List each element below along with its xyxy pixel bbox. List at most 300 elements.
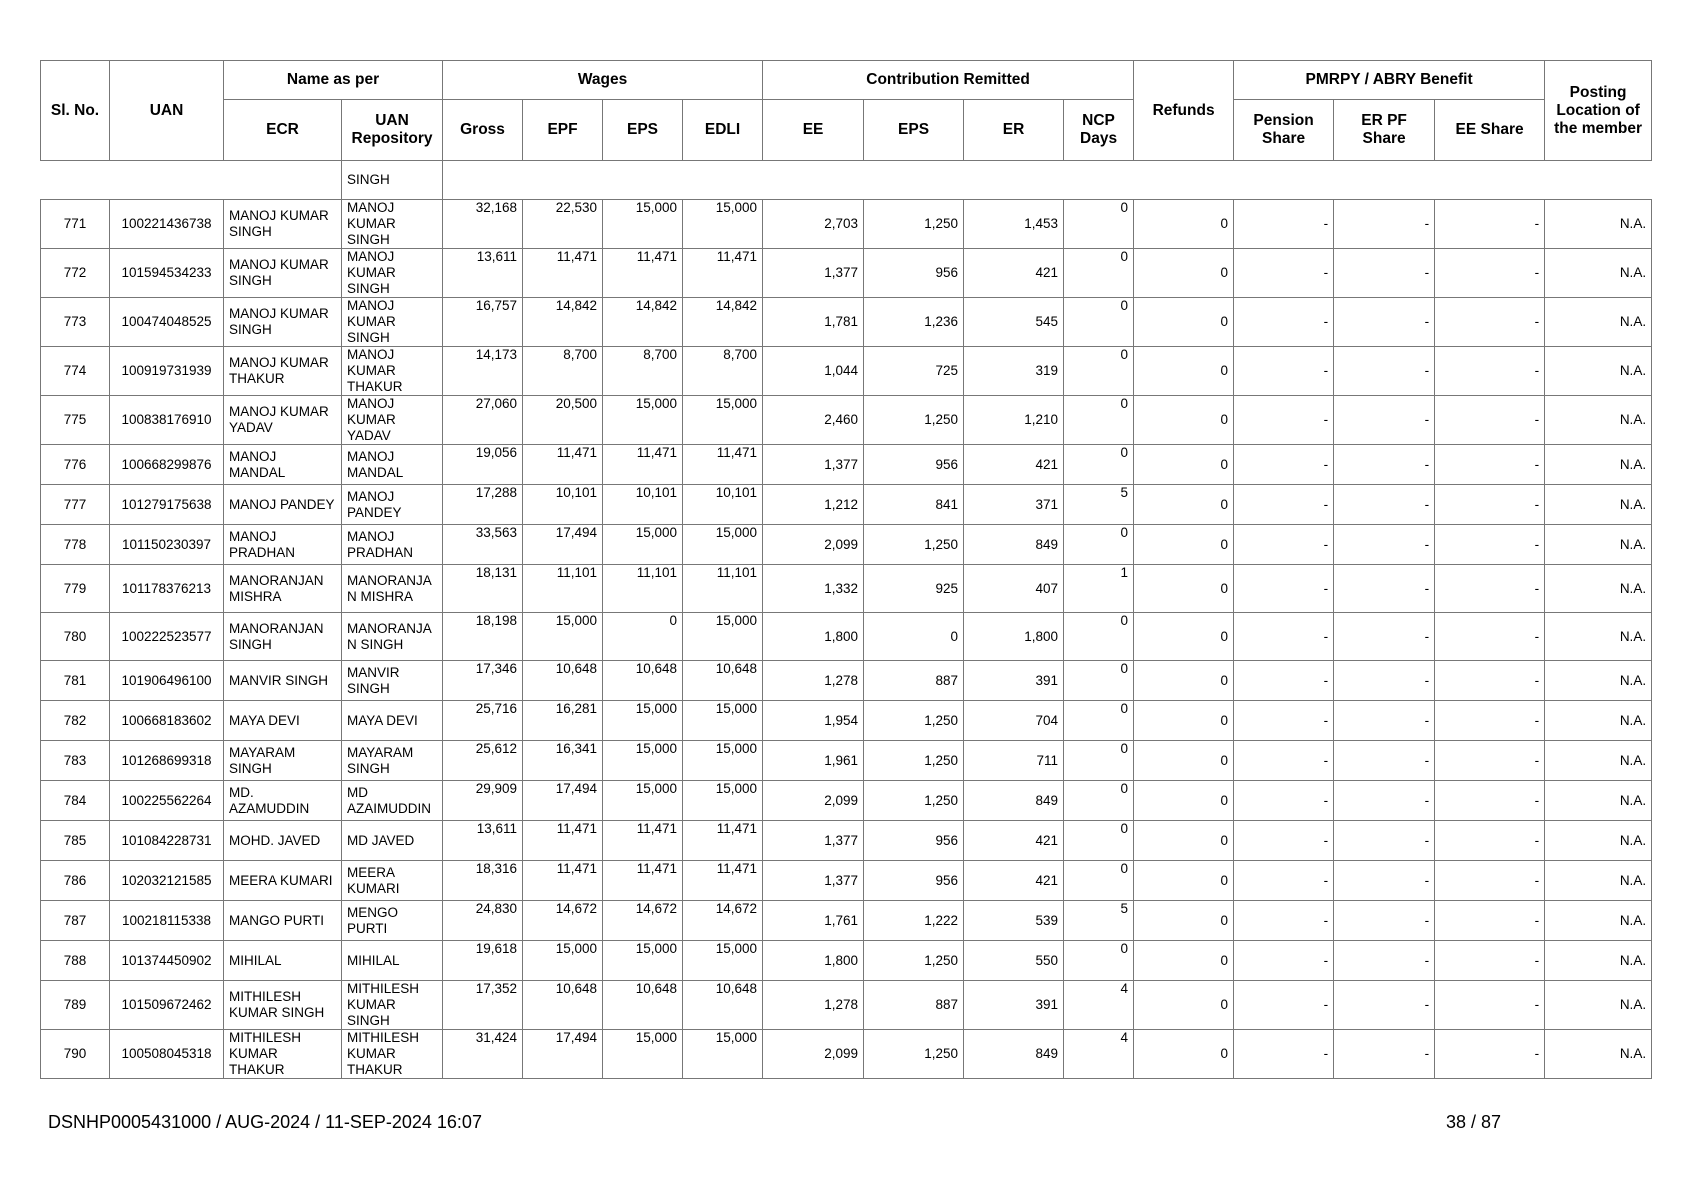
header-sl-no: Sl. No.: [41, 61, 110, 161]
cell-ee: 1,954: [763, 701, 864, 741]
cell-pension-share: -: [1234, 525, 1334, 565]
cell-ecr-name: MIHILAL: [224, 941, 342, 981]
header-uan-repository: UAN Repository: [342, 100, 443, 161]
header-pmrpy-abry: PMRPY / ABRY Benefit: [1234, 61, 1545, 100]
cell-pension-share: -: [1234, 298, 1334, 347]
cell-repository-name: MITHILESH KUMAR THAKUR: [342, 1030, 443, 1079]
cell-sl-no: 787: [41, 901, 110, 941]
cell-ncp-days: 5: [1064, 901, 1134, 941]
cell-ecr-name: MITHILESH KUMAR THAKUR: [224, 1030, 342, 1079]
cell-ncp-days: 1: [1064, 565, 1134, 613]
cell-er: 421: [964, 821, 1064, 861]
cell-er: 849: [964, 781, 1064, 821]
cell-ee-share: -: [1435, 821, 1545, 861]
cell-er-pf-share: -: [1334, 861, 1435, 901]
cell-pension-share: -: [1234, 661, 1334, 701]
cell-posting-location: N.A.: [1545, 861, 1652, 901]
cell-edli: 14,842: [683, 298, 763, 347]
cell-eps: 15,000: [603, 200, 683, 249]
cell-contribution-eps: 1,250: [864, 941, 964, 981]
cell-epf: 20,500: [523, 396, 603, 445]
cell-ee: 1,377: [763, 861, 864, 901]
cell-ncp-days: 0: [1064, 396, 1134, 445]
cell-ecr-name: MAYA DEVI: [224, 701, 342, 741]
cell-ecr-name: MANOJ KUMAR YADAV: [224, 396, 342, 445]
cell-contribution-eps: 925: [864, 565, 964, 613]
cell-ee: 2,099: [763, 1030, 864, 1079]
cell-uan: 100474048525: [110, 298, 224, 347]
cell-epf: 11,471: [523, 861, 603, 901]
cell-er: 421: [964, 445, 1064, 485]
cell-er-pf-share: -: [1334, 981, 1435, 1030]
cell-contribution-eps: 956: [864, 821, 964, 861]
cell-gross: 18,198: [443, 613, 523, 661]
cell-ncp-days: 5: [1064, 485, 1134, 525]
cell-edli: 15,000: [683, 741, 763, 781]
cell-pension-share: -: [1234, 1030, 1334, 1079]
cell-posting-location: N.A.: [1545, 565, 1652, 613]
cell-er-pf-share: -: [1334, 821, 1435, 861]
header-eps: EPS: [603, 100, 683, 161]
cell-ecr-name: MANORANJAN SINGH: [224, 613, 342, 661]
cell-er: 849: [964, 525, 1064, 565]
cell-er: 704: [964, 701, 1064, 741]
cell-repository-name: MANOJ MANDAL: [342, 445, 443, 485]
cell-er-pf-share: -: [1334, 525, 1435, 565]
cell-refunds: 0: [1134, 396, 1234, 445]
cell-ecr-name: MANOJ PRADHAN: [224, 525, 342, 565]
continued-row-group: [41, 161, 1652, 200]
header-name-as-per: Name as per: [224, 61, 443, 100]
cell-ecr-name: MAYARAM SINGH: [224, 741, 342, 781]
cell-edli: 15,000: [683, 525, 763, 565]
cell-refunds: 0: [1134, 445, 1234, 485]
table-row: [41, 485, 1652, 525]
table-row: [41, 396, 1652, 445]
cell-epf: 15,000: [523, 613, 603, 661]
cell-er: 711: [964, 741, 1064, 781]
cell-uan: 101374450902: [110, 941, 224, 981]
header-gross: Gross: [443, 100, 523, 161]
cell-eps: 0: [603, 613, 683, 661]
cell-eps: 15,000: [603, 741, 683, 781]
continued-row: [41, 161, 1652, 200]
header-pension-share: Pension Share: [1234, 100, 1334, 161]
cell-ee-share: -: [1435, 249, 1545, 298]
cell-ncp-days: 0: [1064, 445, 1134, 485]
cell-refunds: 0: [1134, 565, 1234, 613]
cell-epf: 11,471: [523, 445, 603, 485]
cell-pension-share: -: [1234, 445, 1334, 485]
cell-epf: 17,494: [523, 525, 603, 565]
cell-refunds: 0: [1134, 941, 1234, 981]
cell-refunds: 0: [1134, 901, 1234, 941]
cell-ncp-days: 0: [1064, 613, 1134, 661]
cell-edli: 15,000: [683, 200, 763, 249]
cell-gross: 25,612: [443, 741, 523, 781]
cell-pension-share: -: [1234, 781, 1334, 821]
cell-gross: 18,316: [443, 861, 523, 901]
cell-posting-location: N.A.: [1545, 1030, 1652, 1079]
table-body: [41, 200, 1652, 1079]
cell-posting-location: N.A.: [1545, 981, 1652, 1030]
cell-er: 1,800: [964, 613, 1064, 661]
cell-refunds: 0: [1134, 525, 1234, 565]
cell-er: 407: [964, 565, 1064, 613]
cell-repository-name: MITHILESH KUMAR SINGH: [342, 981, 443, 1030]
cell-ee-share: -: [1435, 200, 1545, 249]
cell-contribution-eps: 1,250: [864, 200, 964, 249]
cell-er-pf-share: -: [1334, 485, 1435, 525]
cell-gross: 24,830: [443, 901, 523, 941]
header-contribution-eps: EPS: [864, 100, 964, 161]
cell-eps: 11,471: [603, 821, 683, 861]
table-header: [41, 61, 1652, 161]
cell-uan: 100838176910: [110, 396, 224, 445]
cell-epf: 14,842: [523, 298, 603, 347]
header-edli: EDLI: [683, 100, 763, 161]
cell-eps: 11,471: [603, 445, 683, 485]
cell-refunds: 0: [1134, 741, 1234, 781]
cell-er-pf-share: -: [1334, 298, 1435, 347]
cell-edli: 10,101: [683, 485, 763, 525]
footer-page-number: 38 / 87: [1446, 1112, 1502, 1132]
cell-contribution-eps: 1,250: [864, 1030, 964, 1079]
cell-eps: 10,101: [603, 485, 683, 525]
cell-ecr-name: MANOJ KUMAR SINGH: [224, 249, 342, 298]
cell-er: 849: [964, 1030, 1064, 1079]
cell-posting-location: N.A.: [1545, 781, 1652, 821]
cell-sl-no: 786: [41, 861, 110, 901]
cell-sl-no: 781: [41, 661, 110, 701]
cell-ncp-days: 0: [1064, 249, 1134, 298]
cell-ncp-days: 0: [1064, 298, 1134, 347]
cell-sl-no: 771: [41, 200, 110, 249]
cell-posting-location: N.A.: [1545, 741, 1652, 781]
cell-repository-name: MANVIR SINGH: [342, 661, 443, 701]
footer-document-reference: DSNHP0005431000 / AUG-2024 / 11-SEP-2024 16:07: [48, 1112, 482, 1132]
continued-repository-name: SINGH: [342, 161, 443, 200]
cell-ee: 2,460: [763, 396, 864, 445]
cell-posting-location: N.A.: [1545, 396, 1652, 445]
cell-ncp-days: 0: [1064, 701, 1134, 741]
cell-sl-no: 772: [41, 249, 110, 298]
cell-ncp-days: 0: [1064, 661, 1134, 701]
cell-ncp-days: 0: [1064, 821, 1134, 861]
cell-ee: 1,212: [763, 485, 864, 525]
cell-eps: 15,000: [603, 1030, 683, 1079]
ecr-contribution-table: [40, 60, 1652, 1079]
cell-ee: 1,044: [763, 347, 864, 396]
header-posting-location: Posting Location of the member: [1545, 61, 1652, 161]
table-row: [41, 613, 1652, 661]
cell-refunds: 0: [1134, 249, 1234, 298]
table-row: [41, 901, 1652, 941]
cell-edli: 15,000: [683, 781, 763, 821]
cell-sl-no: 779: [41, 565, 110, 613]
cell-refunds: 0: [1134, 781, 1234, 821]
cell-refunds: 0: [1134, 1030, 1234, 1079]
cell-ee-share: -: [1435, 396, 1545, 445]
cell-ee-share: -: [1435, 565, 1545, 613]
cell-ee-share: -: [1435, 981, 1545, 1030]
cell-contribution-eps: 887: [864, 661, 964, 701]
cell-sl-no: 774: [41, 347, 110, 396]
cell-ee: 1,377: [763, 445, 864, 485]
cell-pension-share: -: [1234, 941, 1334, 981]
cell-refunds: 0: [1134, 298, 1234, 347]
cell-ee-share: -: [1435, 1030, 1545, 1079]
cell-repository-name: MANORANJA N SINGH: [342, 613, 443, 661]
cell-ee: 1,278: [763, 981, 864, 1030]
cell-posting-location: N.A.: [1545, 525, 1652, 565]
cell-gross: 17,346: [443, 661, 523, 701]
cell-epf: 15,000: [523, 941, 603, 981]
cell-eps: 14,842: [603, 298, 683, 347]
cell-sl-no: 776: [41, 445, 110, 485]
cell-er: 371: [964, 485, 1064, 525]
cell-ncp-days: 4: [1064, 981, 1134, 1030]
cell-ncp-days: 4: [1064, 1030, 1134, 1079]
cell-repository-name: MANOJ KUMAR YADAV: [342, 396, 443, 445]
cell-ee: 1,800: [763, 941, 864, 981]
cell-posting-location: N.A.: [1545, 661, 1652, 701]
cell-eps: 11,471: [603, 861, 683, 901]
cell-eps: 15,000: [603, 396, 683, 445]
cell-ecr-name: MANOJ KUMAR SINGH: [224, 200, 342, 249]
cell-epf: 16,281: [523, 701, 603, 741]
cell-ee-share: -: [1435, 347, 1545, 396]
cell-eps: 8,700: [603, 347, 683, 396]
cell-edli: 15,000: [683, 941, 763, 981]
cell-ncp-days: 0: [1064, 347, 1134, 396]
cell-edli: 11,471: [683, 445, 763, 485]
cell-eps: 15,000: [603, 941, 683, 981]
cell-gross: 31,424: [443, 1030, 523, 1079]
cell-repository-name: MD JAVED: [342, 821, 443, 861]
cell-repository-name: MANOJ KUMAR SINGH: [342, 200, 443, 249]
cell-uan: 100218115338: [110, 901, 224, 941]
cell-contribution-eps: 1,250: [864, 701, 964, 741]
cell-ecr-name: MD. AZAMUDDIN: [224, 781, 342, 821]
cell-er-pf-share: -: [1334, 781, 1435, 821]
cell-gross: 29,909: [443, 781, 523, 821]
cell-uan: 101279175638: [110, 485, 224, 525]
header-wages: Wages: [443, 61, 763, 100]
cell-edli: 8,700: [683, 347, 763, 396]
cell-ncp-days: 0: [1064, 861, 1134, 901]
cell-sl-no: 788: [41, 941, 110, 981]
cell-ecr-name: MITHILESH KUMAR SINGH: [224, 981, 342, 1030]
cell-eps: 11,471: [603, 249, 683, 298]
cell-eps: 15,000: [603, 701, 683, 741]
cell-ee: 2,099: [763, 781, 864, 821]
cell-posting-location: N.A.: [1545, 347, 1652, 396]
cell-pension-share: -: [1234, 981, 1334, 1030]
cell-epf: 10,648: [523, 981, 603, 1030]
cell-ee-share: -: [1435, 781, 1545, 821]
cell-refunds: 0: [1134, 613, 1234, 661]
cell-er-pf-share: -: [1334, 741, 1435, 781]
cell-er-pf-share: -: [1334, 200, 1435, 249]
cell-ecr-name: MANVIR SINGH: [224, 661, 342, 701]
cell-uan: 100222523577: [110, 613, 224, 661]
cell-ee-share: -: [1435, 741, 1545, 781]
cell-ncp-days: 0: [1064, 525, 1134, 565]
cell-er: 421: [964, 861, 1064, 901]
cell-posting-location: N.A.: [1545, 701, 1652, 741]
cell-uan: 101509672462: [110, 981, 224, 1030]
cell-contribution-eps: 956: [864, 861, 964, 901]
cell-edli: 15,000: [683, 1030, 763, 1079]
header-er: ER: [964, 100, 1064, 161]
cell-ee-share: -: [1435, 941, 1545, 981]
cell-gross: 18,131: [443, 565, 523, 613]
cell-ee: 1,377: [763, 249, 864, 298]
cell-uan: 100508045318: [110, 1030, 224, 1079]
cell-eps: 14,672: [603, 901, 683, 941]
cell-sl-no: 778: [41, 525, 110, 565]
cell-eps: 10,648: [603, 981, 683, 1030]
cell-edli: 15,000: [683, 613, 763, 661]
cell-ecr-name: MANOJ KUMAR THAKUR: [224, 347, 342, 396]
cell-repository-name: MANOJ PANDEY: [342, 485, 443, 525]
cell-edli: 11,471: [683, 861, 763, 901]
cell-ee-share: -: [1435, 701, 1545, 741]
cell-gross: 32,168: [443, 200, 523, 249]
cell-pension-share: -: [1234, 741, 1334, 781]
cell-contribution-eps: 1,236: [864, 298, 964, 347]
cell-uan: 100668183602: [110, 701, 224, 741]
cell-refunds: 0: [1134, 200, 1234, 249]
table-row: [41, 661, 1652, 701]
cell-er-pf-share: -: [1334, 701, 1435, 741]
cell-posting-location: N.A.: [1545, 821, 1652, 861]
cell-uan: 101084228731: [110, 821, 224, 861]
cell-sl-no: 789: [41, 981, 110, 1030]
cell-edli: 15,000: [683, 701, 763, 741]
cell-posting-location: N.A.: [1545, 941, 1652, 981]
cell-epf: 17,494: [523, 1030, 603, 1079]
cell-ecr-name: MANOJ KUMAR SINGH: [224, 298, 342, 347]
cell-uan: 100221436738: [110, 200, 224, 249]
cell-gross: 27,060: [443, 396, 523, 445]
cell-contribution-eps: 956: [864, 249, 964, 298]
cell-er: 421: [964, 249, 1064, 298]
cell-pension-share: -: [1234, 396, 1334, 445]
cell-posting-location: N.A.: [1545, 485, 1652, 525]
cell-pension-share: -: [1234, 347, 1334, 396]
cell-sl-no: 785: [41, 821, 110, 861]
cell-epf: 14,672: [523, 901, 603, 941]
table-row: [41, 298, 1652, 347]
cell-contribution-eps: 1,250: [864, 781, 964, 821]
cell-edli: 14,672: [683, 901, 763, 941]
cell-repository-name: MAYARAM SINGH: [342, 741, 443, 781]
cell-refunds: 0: [1134, 821, 1234, 861]
cell-repository-name: MD AZAIMUDDIN: [342, 781, 443, 821]
cell-contribution-eps: 725: [864, 347, 964, 396]
cell-sl-no: 780: [41, 613, 110, 661]
cell-ee-share: -: [1435, 298, 1545, 347]
cell-uan: 101594534233: [110, 249, 224, 298]
cell-uan: 100919731939: [110, 347, 224, 396]
cell-pension-share: -: [1234, 249, 1334, 298]
cell-pension-share: -: [1234, 821, 1334, 861]
cell-er-pf-share: -: [1334, 613, 1435, 661]
cell-refunds: 0: [1134, 661, 1234, 701]
cell-er-pf-share: -: [1334, 1030, 1435, 1079]
cell-ee-share: -: [1435, 901, 1545, 941]
cell-er: 1,453: [964, 200, 1064, 249]
cell-er-pf-share: -: [1334, 249, 1435, 298]
cell-eps: 11,101: [603, 565, 683, 613]
cell-pension-share: -: [1234, 613, 1334, 661]
cell-eps: 10,648: [603, 661, 683, 701]
cell-contribution-eps: 887: [864, 981, 964, 1030]
cell-er-pf-share: -: [1334, 396, 1435, 445]
cell-epf: 11,101: [523, 565, 603, 613]
cell-repository-name: MEERA KUMARI: [342, 861, 443, 901]
cell-er-pf-share: -: [1334, 565, 1435, 613]
cell-posting-location: N.A.: [1545, 613, 1652, 661]
cell-ee-share: -: [1435, 485, 1545, 525]
cell-edli: 11,471: [683, 821, 763, 861]
table-row: [41, 741, 1652, 781]
cell-ecr-name: MANGO PURTI: [224, 901, 342, 941]
header-contribution-remitted: Contribution Remitted: [763, 61, 1134, 100]
header-er-pf-share: ER PF Share: [1334, 100, 1435, 161]
cell-er-pf-share: -: [1334, 941, 1435, 981]
cell-refunds: 0: [1134, 485, 1234, 525]
cell-gross: 14,173: [443, 347, 523, 396]
cell-ee-share: -: [1435, 613, 1545, 661]
header-uan: UAN: [110, 61, 224, 161]
cell-sl-no: 773: [41, 298, 110, 347]
cell-pension-share: -: [1234, 901, 1334, 941]
cell-ee: 1,278: [763, 661, 864, 701]
cell-ee: 2,099: [763, 525, 864, 565]
cell-sl-no: 790: [41, 1030, 110, 1079]
cell-epf: 8,700: [523, 347, 603, 396]
header-ecr: ECR: [224, 100, 342, 161]
cell-gross: 17,352: [443, 981, 523, 1030]
cell-contribution-eps: 1,222: [864, 901, 964, 941]
cell-edli: 15,000: [683, 396, 763, 445]
cell-gross: 13,611: [443, 249, 523, 298]
cell-epf: 11,471: [523, 249, 603, 298]
header-ee-share: EE Share: [1435, 100, 1545, 161]
cell-ee-share: -: [1435, 525, 1545, 565]
cell-gross: 19,618: [443, 941, 523, 981]
cell-contribution-eps: 1,250: [864, 525, 964, 565]
table-row: [41, 249, 1652, 298]
table-row: [41, 565, 1652, 613]
cell-sl-no: 784: [41, 781, 110, 821]
cell-ee: 1,800: [763, 613, 864, 661]
cell-ee: 1,332: [763, 565, 864, 613]
cell-ecr-name: MANOJ PANDEY: [224, 485, 342, 525]
cell-ee: 1,761: [763, 901, 864, 941]
cell-pension-share: -: [1234, 200, 1334, 249]
cell-epf: 11,471: [523, 821, 603, 861]
cell-ee: 1,781: [763, 298, 864, 347]
cell-contribution-eps: 956: [864, 445, 964, 485]
cell-gross: 16,757: [443, 298, 523, 347]
cell-uan: 101268699318: [110, 741, 224, 781]
cell-sl-no: 782: [41, 701, 110, 741]
cell-er: 545: [964, 298, 1064, 347]
